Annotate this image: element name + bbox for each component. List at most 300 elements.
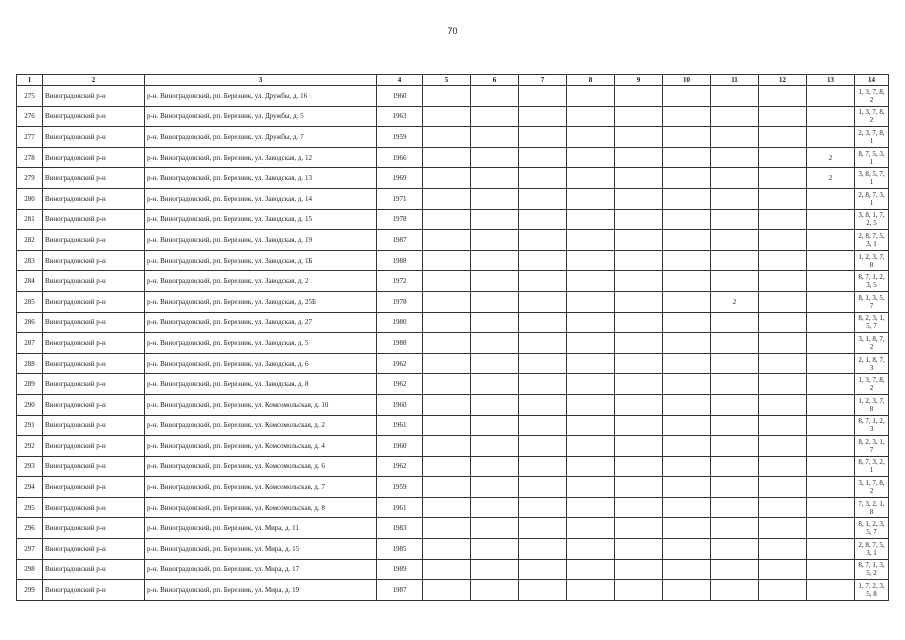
cell-5	[423, 86, 471, 107]
cell-5	[423, 168, 471, 189]
table-row	[17, 559, 889, 580]
cell-10	[663, 127, 711, 148]
cell-12	[759, 168, 807, 189]
cell-7	[519, 291, 567, 312]
row-number: 282	[17, 230, 43, 251]
cell-8	[567, 374, 615, 395]
cell-11	[711, 106, 759, 127]
table-row	[17, 518, 889, 539]
cell-12	[759, 559, 807, 580]
table-row	[17, 436, 889, 457]
codes-cell: 8, 1, 3, 5, 7	[855, 291, 889, 312]
cell-6	[471, 86, 519, 107]
cell-6	[471, 106, 519, 127]
district-cell: Виноградовский р-н	[43, 271, 145, 292]
row-number: 299	[17, 580, 43, 601]
cell-13	[807, 456, 855, 477]
codes-cell: 1, 2, 3, 7, 8	[855, 394, 889, 415]
cell-6	[471, 333, 519, 354]
cell-6	[471, 127, 519, 148]
address-cell: р-н. Виноградовский, рп. Березник, ул. Заводская, д. 2	[145, 271, 377, 292]
column-header: 8	[567, 75, 615, 86]
cell-12	[759, 230, 807, 251]
cell-8	[567, 497, 615, 518]
cell-5	[423, 106, 471, 127]
address-cell: р-н. Виноградовский, рп. Березник, ул. Заводская, д. 13	[145, 168, 377, 189]
year-cell: 1963	[377, 106, 423, 127]
cell-10	[663, 250, 711, 271]
cell-6	[471, 394, 519, 415]
cell-11	[711, 456, 759, 477]
district-cell: Виноградовский р-н	[43, 518, 145, 539]
cell-7	[519, 86, 567, 107]
column-header: 4	[377, 75, 423, 86]
row-number: 285	[17, 291, 43, 312]
cell-9	[615, 394, 663, 415]
table-row	[17, 312, 889, 333]
cell-5	[423, 230, 471, 251]
cell-8	[567, 106, 615, 127]
district-cell: Виноградовский р-н	[43, 333, 145, 354]
district-cell: Виноградовский р-н	[43, 312, 145, 333]
year-cell: 1966	[377, 147, 423, 168]
cell-9	[615, 250, 663, 271]
table-row	[17, 333, 889, 354]
cell-11	[711, 436, 759, 457]
address-cell: р-н. Виноградовский, рп. Березник, ул. Мира, д. 17	[145, 559, 377, 580]
row-number: 284	[17, 271, 43, 292]
cell-6	[471, 374, 519, 395]
cell-8	[567, 456, 615, 477]
cell-8	[567, 312, 615, 333]
codes-cell: 8, 7, 5, 3, 1	[855, 147, 889, 168]
cell-11	[711, 209, 759, 230]
address-cell: р-н. Виноградовский, рп. Березник, ул. Заводская, д. 12	[145, 147, 377, 168]
cell-7	[519, 394, 567, 415]
row-number: 295	[17, 497, 43, 518]
buildings-table	[16, 74, 889, 601]
codes-cell: 2, 8, 7, 5, 3, 1	[855, 230, 889, 251]
cell-13	[807, 312, 855, 333]
cell-10	[663, 86, 711, 107]
codes-cell: 1, 3, 7, 8, 2	[855, 86, 889, 107]
cell-11	[711, 312, 759, 333]
year-cell: 1960	[377, 436, 423, 457]
year-cell: 1960	[377, 394, 423, 415]
cell-10	[663, 374, 711, 395]
cell-12	[759, 333, 807, 354]
cell-7	[519, 230, 567, 251]
cell-11: 2	[711, 291, 759, 312]
cell-9	[615, 209, 663, 230]
cell-7	[519, 436, 567, 457]
cell-7	[519, 127, 567, 148]
address-cell: р-н. Виноградовский, рп. Березник, ул. Дружбы, д. 5	[145, 106, 377, 127]
codes-cell: 3, 8, 5, 7, 1	[855, 168, 889, 189]
year-cell: 1985	[377, 539, 423, 560]
cell-8	[567, 333, 615, 354]
district-cell: Виноградовский р-н	[43, 230, 145, 251]
cell-9	[615, 86, 663, 107]
column-header: 2	[43, 75, 145, 86]
year-cell: 1962	[377, 353, 423, 374]
cell-12	[759, 106, 807, 127]
cell-9	[615, 497, 663, 518]
table-row	[17, 168, 889, 189]
cell-5	[423, 415, 471, 436]
cell-11	[711, 271, 759, 292]
table-row	[17, 353, 889, 374]
cell-10	[663, 271, 711, 292]
codes-cell: 8, 2, 3, 1, 7	[855, 436, 889, 457]
year-cell: 1978	[377, 209, 423, 230]
cell-13: 2	[807, 168, 855, 189]
cell-7	[519, 168, 567, 189]
address-cell: р-н. Виноградовский, рп. Березник, ул. Дружбы, д. 16	[145, 86, 377, 107]
cell-7	[519, 147, 567, 168]
cell-9	[615, 271, 663, 292]
cell-8	[567, 188, 615, 209]
cell-7	[519, 271, 567, 292]
district-cell: Виноградовский р-н	[43, 477, 145, 498]
cell-6	[471, 147, 519, 168]
cell-5	[423, 580, 471, 601]
address-cell: р-н. Виноградовский, рп. Березник, ул. Комсомольская, д. 8	[145, 497, 377, 518]
cell-9	[615, 518, 663, 539]
cell-5	[423, 559, 471, 580]
table-row	[17, 415, 889, 436]
cell-9	[615, 456, 663, 477]
year-cell: 1959	[377, 127, 423, 148]
year-cell: 1962	[377, 456, 423, 477]
cell-5	[423, 353, 471, 374]
cell-11	[711, 374, 759, 395]
cell-7	[519, 539, 567, 560]
cell-8	[567, 291, 615, 312]
cell-13	[807, 188, 855, 209]
codes-cell: 8, 2, 3, 1, 5, 7	[855, 312, 889, 333]
row-number: 281	[17, 209, 43, 230]
cell-10	[663, 147, 711, 168]
cell-13	[807, 353, 855, 374]
district-cell: Виноградовский р-н	[43, 353, 145, 374]
cell-7	[519, 518, 567, 539]
cell-8	[567, 394, 615, 415]
cell-5	[423, 188, 471, 209]
address-cell: р-н. Виноградовский, рп. Березник, ул. Мира, д. 11	[145, 518, 377, 539]
codes-cell: 2, 3, 7, 8, 1	[855, 127, 889, 148]
year-cell: 1987	[377, 230, 423, 251]
row-number: 276	[17, 106, 43, 127]
cell-9	[615, 188, 663, 209]
cell-5	[423, 374, 471, 395]
cell-11	[711, 188, 759, 209]
row-number: 288	[17, 353, 43, 374]
cell-10	[663, 291, 711, 312]
cell-11	[711, 230, 759, 251]
column-header: 12	[759, 75, 807, 86]
cell-8	[567, 415, 615, 436]
cell-12	[759, 147, 807, 168]
cell-5	[423, 312, 471, 333]
cell-7	[519, 312, 567, 333]
cell-9	[615, 230, 663, 251]
cell-5	[423, 271, 471, 292]
cell-7	[519, 374, 567, 395]
address-cell: р-н. Виноградовский, рп. Березник, ул. Заводская, д. 6	[145, 353, 377, 374]
year-cell: 1989	[377, 559, 423, 580]
cell-13	[807, 86, 855, 107]
address-cell: р-н. Виноградовский, рп. Березник, ул. Комсомольская, д. 2	[145, 415, 377, 436]
cell-9	[615, 106, 663, 127]
cell-8	[567, 147, 615, 168]
table-row	[17, 456, 889, 477]
cell-9	[615, 580, 663, 601]
codes-cell: 1, 3, 7, 8, 2	[855, 106, 889, 127]
cell-6	[471, 436, 519, 457]
address-cell: р-н. Виноградовский, рп. Березник, ул. Комсомольская, д. 7	[145, 477, 377, 498]
cell-6	[471, 312, 519, 333]
codes-cell: 2, 8, 7, 5, 3, 1	[855, 539, 889, 560]
cell-10	[663, 497, 711, 518]
row-number: 293	[17, 456, 43, 477]
cell-12	[759, 456, 807, 477]
row-number: 298	[17, 559, 43, 580]
cell-6	[471, 271, 519, 292]
cell-9	[615, 291, 663, 312]
cell-6	[471, 580, 519, 601]
cell-5	[423, 436, 471, 457]
address-cell: р-н. Виноградовский, рп. Березник, ул. Заводская, д. 19	[145, 230, 377, 251]
codes-cell: 8, 7, 1, 2, 3, 5	[855, 271, 889, 292]
row-number: 275	[17, 86, 43, 107]
cell-6	[471, 539, 519, 560]
cell-13	[807, 230, 855, 251]
cell-7	[519, 580, 567, 601]
district-cell: Виноградовский р-н	[43, 106, 145, 127]
column-header: 14	[855, 75, 889, 86]
cell-8	[567, 477, 615, 498]
address-cell: р-н. Виноградовский, рп. Березник, ул. Комсомольская, д. 6	[145, 456, 377, 477]
cell-5	[423, 477, 471, 498]
cell-9	[615, 374, 663, 395]
cell-10	[663, 312, 711, 333]
cell-8	[567, 250, 615, 271]
district-cell: Виноградовский р-н	[43, 415, 145, 436]
row-number: 297	[17, 539, 43, 560]
district-cell: Виноградовский р-н	[43, 291, 145, 312]
district-cell: Виноградовский р-н	[43, 168, 145, 189]
cell-10	[663, 394, 711, 415]
codes-cell: 2, 1, 8, 7, 3	[855, 353, 889, 374]
address-cell: р-н. Виноградовский, рп. Березник, ул. Заводская, д. 15	[145, 209, 377, 230]
table-row	[17, 106, 889, 127]
address-cell: р-н. Виноградовский, рп. Березник, ул. Мира, д. 19	[145, 580, 377, 601]
cell-8	[567, 539, 615, 560]
cell-5	[423, 250, 471, 271]
year-cell: 1960	[377, 86, 423, 107]
cell-13: 2	[807, 147, 855, 168]
district-cell: Виноградовский р-н	[43, 86, 145, 107]
cell-8	[567, 559, 615, 580]
cell-13	[807, 436, 855, 457]
table-row	[17, 497, 889, 518]
column-header: 3	[145, 75, 377, 86]
table-row	[17, 291, 889, 312]
cell-12	[759, 394, 807, 415]
cell-7	[519, 353, 567, 374]
cell-8	[567, 353, 615, 374]
cell-11	[711, 580, 759, 601]
table-row	[17, 374, 889, 395]
row-number: 278	[17, 147, 43, 168]
codes-cell: 8, 1, 2, 3, 5, 7	[855, 518, 889, 539]
address-cell: р-н. Виноградовский, рп. Березник, ул. Мира, д. 15	[145, 539, 377, 560]
cell-9	[615, 559, 663, 580]
cell-12	[759, 497, 807, 518]
district-cell: Виноградовский р-н	[43, 250, 145, 271]
cell-11	[711, 518, 759, 539]
column-header: 5	[423, 75, 471, 86]
cell-8	[567, 271, 615, 292]
page-number: 70	[447, 26, 458, 36]
cell-8	[567, 518, 615, 539]
cell-10	[663, 436, 711, 457]
codes-cell: 8, 7, 1, 2, 3	[855, 415, 889, 436]
cell-6	[471, 291, 519, 312]
column-header: 1	[17, 75, 43, 86]
cell-12	[759, 127, 807, 148]
cell-5	[423, 333, 471, 354]
cell-11	[711, 539, 759, 560]
cell-5	[423, 456, 471, 477]
cell-12	[759, 353, 807, 374]
codes-cell: 1, 7, 2, 3, 5, 8	[855, 580, 889, 601]
cell-12	[759, 271, 807, 292]
cell-7	[519, 497, 567, 518]
row-number: 279	[17, 168, 43, 189]
row-number: 294	[17, 477, 43, 498]
cell-9	[615, 477, 663, 498]
cell-10	[663, 353, 711, 374]
column-header: 13	[807, 75, 855, 86]
cell-10	[663, 477, 711, 498]
row-number: 290	[17, 394, 43, 415]
row-number: 277	[17, 127, 43, 148]
cell-13	[807, 271, 855, 292]
cell-11	[711, 559, 759, 580]
cell-6	[471, 415, 519, 436]
cell-13	[807, 333, 855, 354]
cell-12	[759, 436, 807, 457]
cell-12	[759, 188, 807, 209]
cell-13	[807, 291, 855, 312]
year-cell: 1959	[377, 477, 423, 498]
district-cell: Виноградовский р-н	[43, 436, 145, 457]
district-cell: Виноградовский р-н	[43, 374, 145, 395]
cell-5	[423, 209, 471, 230]
cell-8	[567, 127, 615, 148]
year-cell: 1978	[377, 291, 423, 312]
cell-12	[759, 518, 807, 539]
cell-11	[711, 497, 759, 518]
cell-12	[759, 86, 807, 107]
cell-8	[567, 580, 615, 601]
cell-11	[711, 333, 759, 354]
cell-5	[423, 127, 471, 148]
cell-12	[759, 580, 807, 601]
district-cell: Виноградовский р-н	[43, 147, 145, 168]
address-cell: р-н. Виноградовский, рп. Березник, ул. Комсомольская, д. 4	[145, 436, 377, 457]
cell-9	[615, 539, 663, 560]
address-cell: р-н. Виноградовский, рп. Березник, ул. Заводская, д. 25Б	[145, 291, 377, 312]
table-row	[17, 209, 889, 230]
year-cell: 1988	[377, 333, 423, 354]
year-cell: 1969	[377, 168, 423, 189]
codes-cell: 1, 3, 7, 8, 2	[855, 374, 889, 395]
table-row	[17, 477, 889, 498]
cell-8	[567, 209, 615, 230]
cell-7	[519, 415, 567, 436]
cell-5	[423, 291, 471, 312]
cell-7	[519, 250, 567, 271]
cell-5	[423, 394, 471, 415]
row-number: 287	[17, 333, 43, 354]
cell-13	[807, 209, 855, 230]
table-body	[17, 86, 889, 601]
codes-cell: 8, 7, 1, 3, 5, 2	[855, 559, 889, 580]
table-row	[17, 580, 889, 601]
cell-11	[711, 127, 759, 148]
codes-cell: 8, 7, 3, 2, 1	[855, 456, 889, 477]
address-cell: р-н. Виноградовский, рп. Березник, ул. Заводская, д. 5	[145, 333, 377, 354]
cell-6	[471, 477, 519, 498]
cell-12	[759, 539, 807, 560]
table-row	[17, 271, 889, 292]
row-number: 286	[17, 312, 43, 333]
cell-13	[807, 559, 855, 580]
cell-13	[807, 374, 855, 395]
cell-11	[711, 168, 759, 189]
column-header: 9	[615, 75, 663, 86]
cell-11	[711, 250, 759, 271]
year-cell: 1971	[377, 188, 423, 209]
cell-11	[711, 415, 759, 436]
codes-cell: 3, 1, 8, 7, 2	[855, 333, 889, 354]
cell-9	[615, 333, 663, 354]
cell-13	[807, 250, 855, 271]
cell-13	[807, 539, 855, 560]
cell-11	[711, 147, 759, 168]
table-row	[17, 127, 889, 148]
cell-9	[615, 147, 663, 168]
cell-12	[759, 250, 807, 271]
row-number: 296	[17, 518, 43, 539]
district-cell: Виноградовский р-н	[43, 580, 145, 601]
cell-6	[471, 497, 519, 518]
cell-13	[807, 580, 855, 601]
cell-6	[471, 230, 519, 251]
district-cell: Виноградовский р-н	[43, 394, 145, 415]
cell-7	[519, 559, 567, 580]
column-header: 10	[663, 75, 711, 86]
cell-9	[615, 415, 663, 436]
cell-5	[423, 518, 471, 539]
cell-12	[759, 374, 807, 395]
cell-6	[471, 456, 519, 477]
cell-10	[663, 539, 711, 560]
cell-9	[615, 312, 663, 333]
